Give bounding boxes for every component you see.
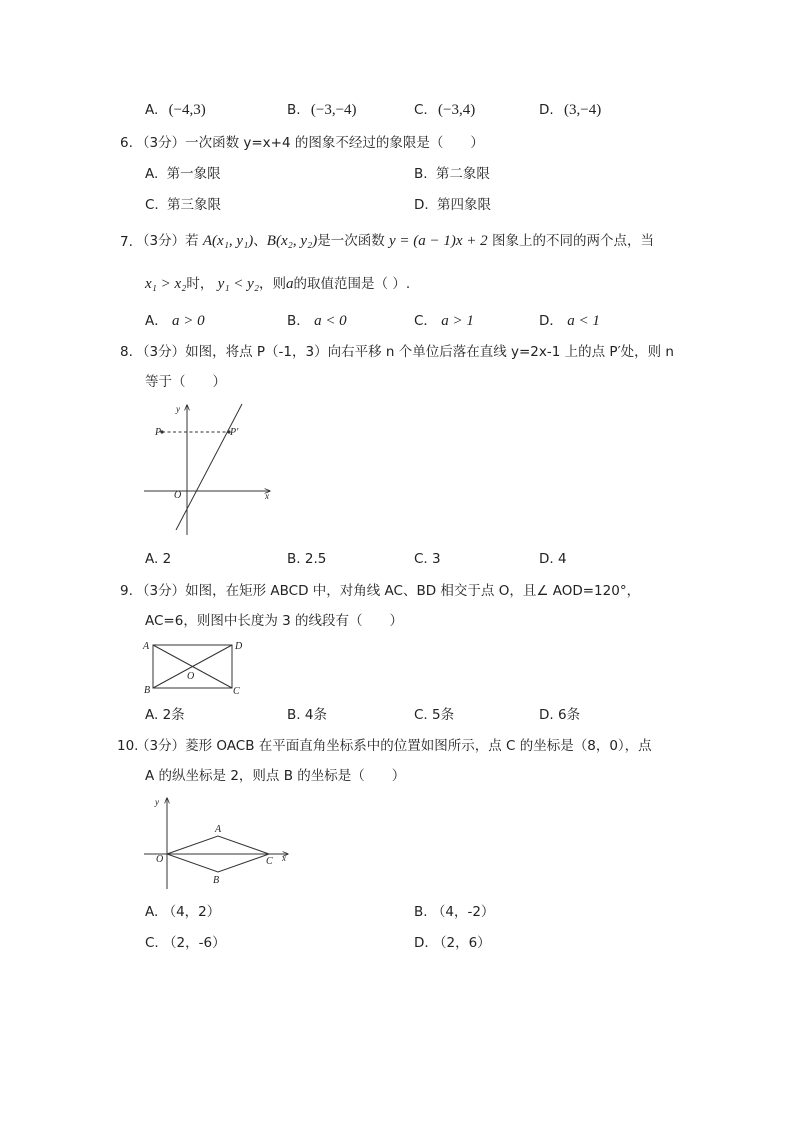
q7-option-b [287, 314, 347, 329]
q6-option-c-label: C. [145, 197, 159, 213]
q10-option-a [145, 906, 220, 920]
q9-option-a-text: 2条 [162, 707, 185, 723]
q6-option-a-label: A. [145, 166, 159, 182]
q6-option-d-text: 第四象限 [436, 197, 491, 213]
q8-option-c-text: 3 [432, 551, 441, 567]
q7-stem-line2 [145, 277, 410, 292]
q7-stem-mid: 是一次函数 [317, 233, 385, 249]
q8-option-a-label: A. [145, 551, 159, 567]
q8-option-d-text: 4 [557, 551, 567, 567]
q10-number: 10. [117, 738, 139, 754]
q7-cond-text1: 时， [186, 276, 214, 292]
q10-label-y: y [155, 797, 159, 807]
q8-option-a [145, 553, 171, 567]
q7-option-c-label: C． [414, 313, 437, 329]
q6-stem: （3分）一次函数 y=x+4 的图象不经过的象限是（ ） [136, 135, 484, 151]
q8-option-d-label: D. [539, 551, 554, 567]
q7-condition-y: y₁ < y₂ [217, 276, 260, 292]
q5-option-a-label: A. [145, 102, 159, 118]
q9-number: 9. [120, 583, 133, 599]
q5-option-c [414, 103, 475, 118]
q7-stem-line1 [136, 234, 654, 249]
q5-option-a [145, 103, 206, 118]
q8-label-x: x [265, 491, 269, 501]
q7-number: 7. [120, 234, 133, 250]
q10-option-d-label: D. [414, 935, 429, 951]
q6-option-c [145, 199, 221, 213]
q8-label-p: P [155, 427, 162, 438]
q6-option-d [414, 199, 491, 213]
q10-option-a-label: A. [145, 904, 159, 920]
q8-option-d [539, 553, 567, 567]
q7-option-b-value: a < 0 [314, 313, 347, 329]
q6-number: 6. [120, 135, 133, 151]
q6-option-b-label: B. [414, 166, 428, 182]
q10-stem-line2: A 的纵坐标是 2，则点 B 的坐标是（ ） [145, 768, 406, 784]
q9-option-d-text: 6条 [557, 707, 581, 723]
q9-option-c-label: C. [414, 707, 428, 723]
q5-option-c-label: C. [414, 102, 428, 118]
q9-option-b-label: B. [287, 707, 301, 723]
q7-cond-text3: 的取值范围是（ ）. [293, 276, 411, 292]
q7-function: y = (a − 1)x + 2 [389, 233, 488, 249]
q5-option-b [287, 103, 357, 118]
q6-option-a [145, 168, 221, 182]
q9-option-a-label: A. [145, 707, 159, 723]
q8-line [176, 404, 242, 530]
q8-number: 8. [120, 344, 133, 360]
q8-stem-line2: 等于（ ） [145, 374, 226, 390]
q9-label-d: D [235, 641, 243, 652]
q10-option-b [414, 906, 494, 920]
q10-option-c-label: C. [145, 935, 159, 951]
q6-option-a-text: 第一象限 [166, 166, 221, 182]
q7-condition-x: x₁ > x₂ [145, 276, 187, 292]
q8-option-b-text: 2.5 [304, 551, 327, 567]
q10-option-a-text: （4，2） [162, 904, 221, 920]
q9-stem-line1: （3分）如图，在矩形 ABCD 中，对角线 AC、BD 相交于点 O，且∠ AOD=120°， [136, 583, 641, 599]
q5-option-a-value: (−4,3) [168, 102, 206, 118]
q9-option-b [287, 709, 327, 723]
q9-option-a [145, 709, 185, 723]
q9-option-d-label: D. [539, 707, 554, 723]
q7-option-c-value: a > 1 [441, 313, 474, 329]
q8-option-b-label: B. [287, 551, 301, 567]
q6-option-d-label: D. [414, 197, 429, 213]
q10-option-d-text: （2，6） [432, 935, 491, 951]
q7-option-d [539, 314, 600, 329]
q5-option-d-value: (3,−4) [563, 102, 602, 118]
q10-label-a: A [215, 824, 222, 835]
q10-option-d [414, 937, 491, 951]
q10-label-x: x [282, 853, 286, 863]
q8-label-p-prime: P′ [230, 427, 239, 438]
q8-option-c [414, 553, 441, 567]
q5-option-c-value: (−3,4) [438, 102, 476, 118]
q7-option-a-label: A． [145, 313, 168, 329]
q7-var-a: a [286, 276, 294, 292]
q5-option-b-value: (−3,−4) [310, 102, 357, 118]
q10-option-c-text: （2，-6） [163, 935, 226, 951]
q8-figure [140, 400, 280, 540]
q9-figure [140, 637, 250, 699]
q8-option-b [287, 553, 326, 567]
q8-label-o: O [174, 490, 182, 501]
q7-stem-end: 图象上的不同的两个点，当 [491, 233, 654, 249]
q7-option-a-value: a > 0 [172, 313, 205, 329]
q9-label-a: A [143, 641, 150, 652]
q6-option-b-text: 第二象限 [435, 166, 490, 182]
q7-option-c [414, 314, 474, 329]
q5-option-d [539, 103, 601, 118]
q9-stem-line2: AC=6，则图中长度为 3 的线段有（ ） [145, 613, 403, 629]
q7-option-a [145, 314, 205, 329]
q8-stem-line1: （3分）如图，将点 P（-1，3）向右平移 n 个单位后落在直线 y=2x-1 上的点 P′处，则 n [136, 344, 674, 360]
q8-option-a-text: 2 [162, 551, 172, 567]
q8-option-c-label: C. [414, 551, 428, 567]
q7-cond-text2: ，则 [259, 276, 287, 292]
q7-option-d-label: D． [539, 313, 563, 329]
q10-label-b: B [213, 875, 220, 886]
q7-point-b: B(x₂, y₂) [266, 233, 318, 249]
q10-option-b-text: （4，-2） [431, 904, 495, 920]
q7-point-a: A(x₁, y₁) [202, 233, 254, 249]
q6-option-c-text: 第三象限 [167, 197, 222, 213]
q9-option-c [414, 709, 454, 723]
q7-option-d-value: a < 1 [567, 313, 600, 329]
q7-stem-prefix: （3分）若 [136, 233, 199, 249]
q5-option-b-label: B. [287, 102, 301, 118]
q10-option-c [145, 937, 226, 951]
q10-option-b-label: B. [414, 904, 428, 920]
q7-sep: 、 [253, 233, 267, 249]
q9-label-b: B [144, 685, 151, 696]
q6-option-b [414, 168, 490, 182]
q5-option-d-label: D. [539, 102, 554, 118]
q10-figure [140, 792, 295, 892]
q9-label-o: O [187, 671, 195, 682]
q9-option-d [539, 709, 580, 723]
q10-stem-line1: （3分）菱形 OACB 在平面直角坐标系中的位置如图所示，点 C 的坐标是（8，0），点 [136, 738, 652, 754]
q7-option-b-label: B． [287, 313, 310, 329]
q9-option-b-text: 4条 [304, 707, 327, 723]
q9-label-c: C [233, 686, 240, 697]
q10-label-c: C [266, 856, 273, 867]
q10-label-o: O [156, 854, 164, 865]
q8-label-y: y [176, 404, 180, 414]
q9-option-c-text: 5条 [432, 707, 455, 723]
